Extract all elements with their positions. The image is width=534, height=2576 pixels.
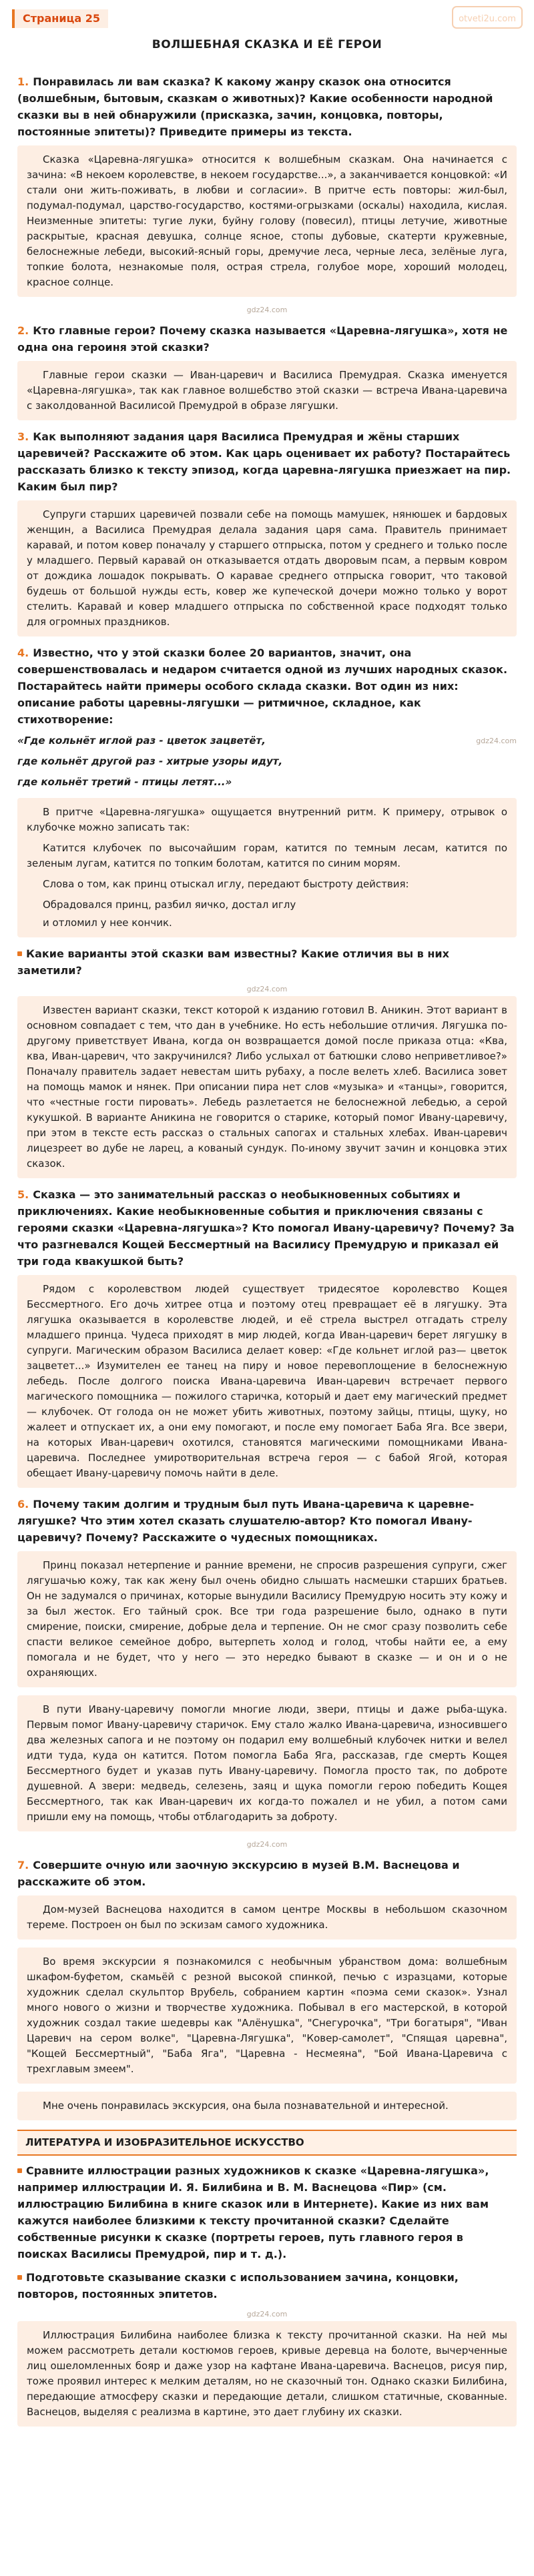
question-number: 1. (17, 75, 29, 88)
question-text: Известно, что у этой сказки более 20 вариантов, значит, она совершенствовалась и недаром считается одной из лучших народных сказок. Постарайтесь найти примеры особого склада сказки. Вот один из них: описание работы царевны-лягушки — ритмичное, складное, как стихотворение: (17, 647, 508, 726)
question-1 (17, 73, 517, 140)
watermark: gdz24.com (246, 2310, 288, 2318)
question-text: Понравилась ли вам сказка? К какому жанру сказок она относится (волшебным, бытовым, сказкам о животных)? Какие особенности народной сказки вы в ней обнаружили (присказка, зачин, концовка, повторы, постоянные эпитеты)? Приведите примеры из текста. (17, 75, 493, 138)
watermark: gdz24.com (246, 1840, 288, 1849)
bullet-marker (17, 2168, 22, 2173)
bullet-marker (17, 2275, 22, 2280)
question-3 (17, 428, 517, 495)
question-2 (17, 322, 517, 356)
svg-text:otveti2u.com: otveti2u.com (459, 14, 516, 24)
page-number-label: Страница 25 (12, 9, 108, 28)
answer-6b: В пути Ивану-царевичу помогли многие люди, звери, птицы и даже рыба-щука. Первым помог Ивану-царевичу старичок. Ему стало жалко Ивана-царевича, износившего два железных сапога и не поэтому он подарил ему волшебный клубочек нитки и велел идти туда, куда он катится. Потом помогла Баба Яга, рассказав, где смерть Кощея Бессмертного будет и указав путь Ивану-царевичу. Помогла просто так, по доброте душевной. А звери: медведь, селезень, заяц и щука помогли герою победить Кощея Бессмертного, так как Иван-царевич их когда-то пожалел и не убил, а потом сами пришли ему на помощь, чтобы отблагодарить за доброту. (17, 1695, 517, 1831)
answer-verse: Слова о том, как принц отыскал иглу, передают быстроту действия: (43, 878, 409, 890)
answer-4 (17, 798, 517, 937)
watermark: gdz24.com (476, 737, 517, 745)
content (17, 67, 517, 2435)
watermark: gdz24.com (246, 985, 288, 993)
answer-6a: Принц показал нетерпение и ранние времени, не спросив разрешения супруги, сжег лягушачью кожу, так как жену был очень обидно слышать насмешки старших братьев. Он не задумался о причинах, которые вынудили Василису Премудрую носить эту кожу и за был жесток. Его тайный срок. Все три года разрешение было, однако в пути смирение, поиски, смирение, добрые дела и терпение. Он не смог сразу позволить себе спасти великое семейное добро, вытерпеть холод и голод, чтобы найти ее, а ему помогала и не будет, что у него — это нередко бывают в сказке — и он и о не охраняющих. (17, 1551, 517, 1687)
answer-intro: В притче «Царевна-лягушка» ощущается внутренний ритм. К примеру, отрывок о клубочке можно записать так: (27, 806, 507, 833)
question-7 (17, 1857, 517, 1890)
answer-2: Главные герои сказки — Иван-царевич и Василиса Премудрая. Сказка именуется «Царевна-лягушка», так как главное волшебство этой сказки — встреча Ивана-царевича с заколдованной Василисой Премудрой в образе лягушки. (17, 361, 517, 420)
answer-7c: Мне очень понравилась экскурсия, она была познавательной и интересной. (17, 2092, 517, 2120)
question-5 (17, 1186, 517, 1270)
answer-verse: и отломил у нее кончик. (43, 917, 172, 929)
question-number: 5. (17, 1188, 29, 1201)
watermark: gdz24.com (246, 306, 288, 314)
answer-4b: Известен вариант сказки, текст которой к изданию готовил В. Аникин. Этот вариант в основном совпадает с тем, что дан в учебнике. Но есть небольшие отличия. Лягушка по-другому приветствует Ивана, когда он возвращается домой после приказа отца: «Ква, ква, Иван-царевич, что закручинился? Либо услыхал от батюшки слово неприветливое?» Поначалу правитель задает невестам шить рубаху, а после велеть хлеб. Василиса зовет на помощь мамок и нянек. При описании пира нет слов «музыка» и «танцы», говорится, что «честные гости пировать». Лебедь разлетается не белоснежной лебедью, а серой кукушкой. В варианте Аникина не говорится о старике, который помог Ивану-царевичу, при этом в тексте есть рассказ о стальных сапогах и стальных хлебах. Иван-царевич лицезреет во дубе не ларец, а кованый сундук. По-иному звучит зачин и концовка этих сказок. (17, 996, 517, 1178)
answer-verse: Катится клубочек по высочайшим горам, катится по темным лесам, катится по зеленым лугам, катится по топким болотам, катится по синим морям. (27, 842, 507, 869)
question-number: 6. (17, 1498, 29, 1511)
site-logo (451, 3, 523, 32)
answer-verse: Обрадовался принц, разбил яичко, достал иглу (43, 899, 296, 911)
question-4 (17, 645, 517, 728)
page-header (0, 0, 534, 35)
answer-1: Сказка «Царевна-лягушка» относится к волшебным сказкам. Она начинается с зачина: «В некоем королевстве, в некоем государстве...», а заканчивается концовкой: «И стали они жить-поживать, в любви и согласии». В притче есть повторы: жил-был, подумал-подумал, царство-государство, костями-огрызками (оскалы) находила, кислая. Неизменные эпитеты: тугие луки, буйну голову (повесил), птицы летучие, животные раскрытые, красная девушка, солнце ясное, стопы дубовые, скатерти кружевные, белоснежные лебеди, высокий-ясный горы, дремучие леса, черные леса, зелёные луга, топкие болота, незнакомые поля, острая стрела, голубое море, хороший молодец, красное солнце. (17, 145, 517, 297)
question-text: Кто главные герои? Почему сказка называется «Царевна-лягушка», хотя не одна она героиня этой сказки? (17, 324, 508, 354)
poem-line: где кольнёт третий - птицы летят...» (17, 776, 232, 788)
section-task-2: Подготовьте сказывание сказки с использованием зачина, концовки, повторов, постоянных эпитетов. (17, 2271, 459, 2300)
question-text: Совершите очную или заочную экскурсию в музей В.М. Васнецова и расскажите об этом. (17, 1859, 460, 1888)
poem-quote (17, 733, 517, 790)
question-number: 7. (17, 1859, 29, 1871)
section-answer: Иллюстрация Билибина наиболее близка к тексту прочитанной сказки. На ней мы можем рассмотреть детали костюмов героев, кривые деревца на болоте, вычерченные лиц ошеломленных бояр и даже узор на кафтане Ивана-царевича. Васнецов, рисуя пир, тоже проявил интерес к мелким деталям, но не сказочный тон. Однако сказки Билибина, передающие атмосферу сказки и передающие детали, слишком статичные, скованные. Васнецов, выделяя с реализма в картине, это дает глубину их сказки. (17, 2321, 517, 2427)
question-text: Как выполняют задания царя Василиса Премудрая и жёны старших царевичей? Расскажите об этом. Как царь оценивает их работу? Постарайтесь рассказать близко к тексту эпизод, когда царевна-лягушка приезжает на пир. Каким был пир? (17, 430, 511, 493)
bullet-marker (17, 951, 22, 956)
answer-7a: Дом-музей Васнецова находится в самом центре Москвы в небольшом сказочном тереме. Построен он был по эскизам самого художника. (17, 1895, 517, 1940)
question-number: 4. (17, 647, 29, 659)
question-number: 2. (17, 324, 29, 337)
question-6 (17, 1496, 517, 1546)
poem-line: где кольнёт другой раз - хитрые узоры идут, (17, 755, 283, 767)
answer-5: Рядом с королевством людей существует тридесятое королевство Кощея Бессмертного. Его дочь хитрее отца и поэтому отец превращает её в лягушку. Эта лягушка оказывается в королевстве людей, и её стрела выстрел отгадать стрелу младшего принца. Чудеса приходят в мир людей, когда Иван-царевич берет лягушку в супруги. Магическим образом Василиса делает ковер: «Где кольнет иглой раз— цветок зацветет...» Изумителен ее танец на пиру и новое перевоплощение в белоснежную лебедь. После долгого поиска Ивана-царевича Иван-царевич встречает первого магического помощника — пожилого старичка, который и дает ему магический предмет— клубочек. От голода он не может убить животных, поэтому зайцы, птицы, щуку, но жалеет и отпускает их, а они ему помогают, и после ему помогает Баба Яга. Все звери, на которых Иван-царевич охотился, становятся магическими помощниками Ивана-царевича. Последнее умиротворительная встреча героя — с бабой Ягой, которая обещает Ивану-царевичу помочь найти в деле. (17, 1275, 517, 1488)
question-text: Почему таким долгим и трудным был путь Ивана-царевича к царевне-лягушке? Что этим хотел сказать слушателю-автор? Кто помогал Ивану-царевичу? Почему? Расскажите о чудесных помощниках. (17, 1498, 475, 1544)
section-heading: ЛИТЕРАТУРА И ИЗОБРАЗИТЕЛЬНОЕ ИСКУССТВО (17, 2130, 517, 2156)
page-title: ВОЛШЕБНАЯ СКАЗКА И ЕЁ ГЕРОИ (152, 38, 382, 51)
answer-7b: Во время экскурсии я познакомился с необычным убранством дома: волшебным шкафом-буфетом, скамьёй с резной высокой спинкой, печью с изразцами, которые художник сделал скульптор Врубель, собранием картин «поэма семи сказок». Узнал много нового о жизни и творчестве художника. Побывал в его мастерской, в которой художник создал такие шедевры как "Алёнушка", "Снегурочка", "Три богатыря", "Иван Царевич на сером волке", "Царевна-Лягушка", "Ковер-самолет", "Спящая царевна", "Кощей Бессмертный", "Баба Яга", "Царевна - Несмеяна", "Бой Ивана-Царевича с трехглавым змеем". (17, 1948, 517, 2084)
answer-3: Супруги старших царевичей позвали себе на помощь мамушек, нянюшек и бардовых женщин, а Василиса Премудрая делала задания царя сама. Правитель принимает каравай, и потом ковер поначалу у старшего отпрыска, потом у среднего и только после у младшего. Первый каравай он отказывается отдать дворовым псам, а первым ковром от дождика лошадок покрывать. О каравае среднего отпрыска говорит, что таковой будешь от большой нужды есть, ковер же купеческой дочери можно только у ворот стелить. Каравай и ковер младшего отпрыска по собственной красе подходят только для огромных праздников. (17, 500, 517, 636)
section-task-1: Сравните иллюстрации разных художников к сказке «Царевна-лягушка», например иллюстрации И. Я. Билибина и В. М. Васнецова «Пир» (см. иллюстрацию Билибина в книге сказок или в Интернете). Какие из них вам кажутся наиболее близкими к тексту прочитанной сказки? Сделайте собственные рисунки к сказке (портреты героев, путь главного героя в поисках Василисы Премудрой, пир и т. д.). (17, 2164, 489, 2260)
question-text: Сказка — это занимательный рассказ о необыкновенных событиях и приключениях. Какие необыкновенные события и приключения связаны с героями сказки «Царевна-лягушка»? Кто помогал Ивану-царевичу? Почему? За что разгневался Кощей Бессмертный на Василису Премудрую и приказал ей три года квакушкой быть? (17, 1188, 515, 1268)
question-number: 3. (17, 430, 29, 443)
poem-line: «Где кольнёт иглой раз - цветок зацветёт, gdz24.com (17, 733, 517, 749)
question-4b (17, 945, 517, 979)
question-text: Какие варианты этой сказки вам известны? Какие отличия вы в них заметили? (17, 947, 449, 977)
